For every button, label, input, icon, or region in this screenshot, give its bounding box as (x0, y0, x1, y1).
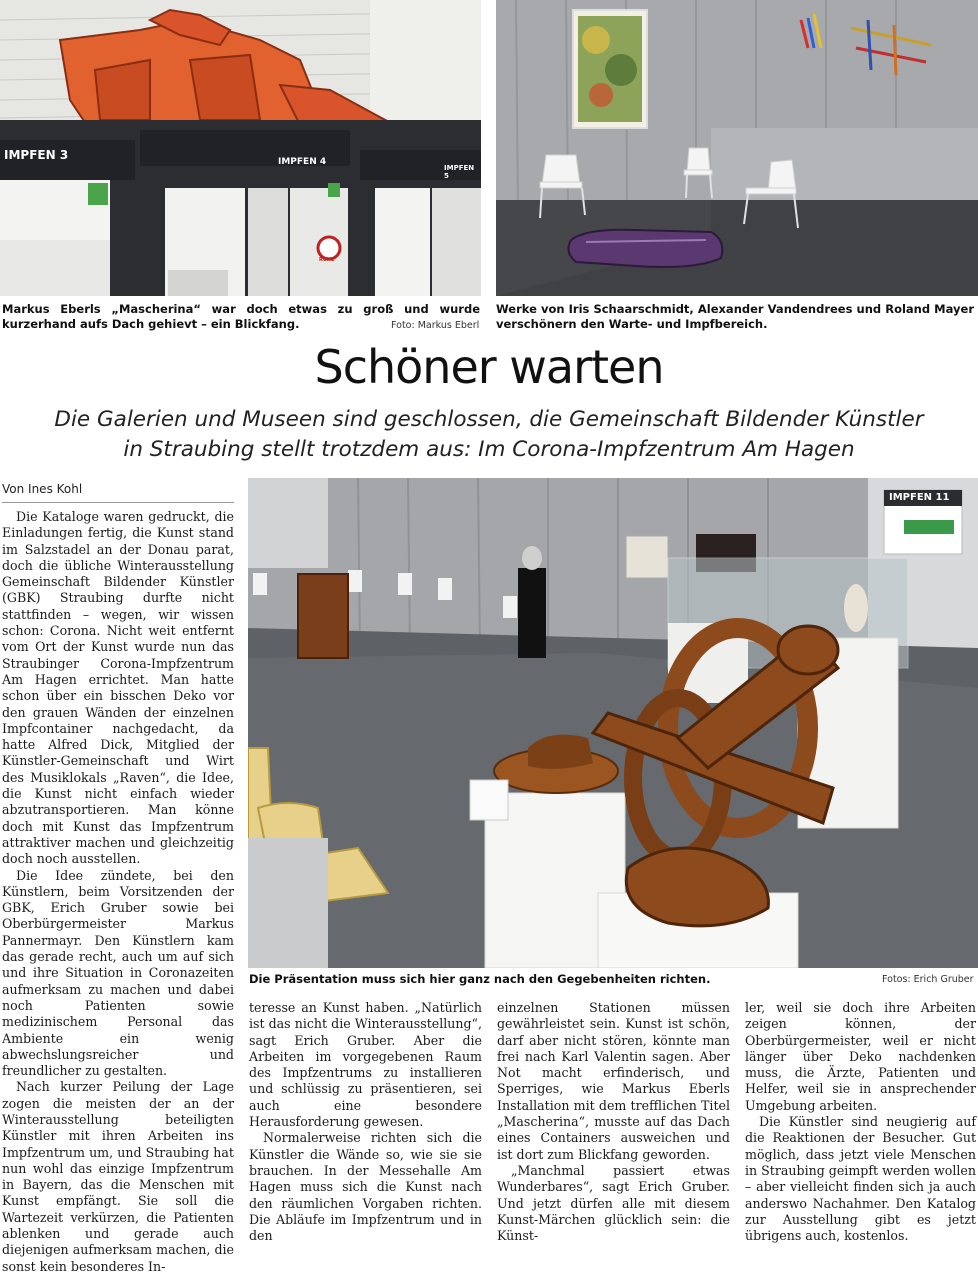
article-column-2 (249, 1000, 482, 1244)
subheadline-line-1: Die Galerien und Museen sind geschlossen, die Gemeinschaft Bildender Künstler (54, 407, 924, 432)
paragraph: Normalerweise richten sich die Künstler die Wände so, wie sie sie brauchen. In der Messehalle Am Hagen muss sich die Kunst nach den räumlichen Vorgaben richten. Die Abläufe im Impfzentrum und in den (249, 1130, 482, 1244)
article-column-3 (497, 1000, 730, 1244)
sign-impfen-11: IMPFEN 11 (889, 492, 950, 503)
paragraph: Nach kurzer Peilung der Lage zogen die meisten der an der Winterausstellung beteiligten Künstler mit ihren Arbeiten ins Impfzentrum um, und Straubing hat nun wohl das einzige Impfzentrum in Bayern, das die Menschen mit Kunst empfängt. Sie soll die Wartezeit verkürzen, die Patienten ablenken und gerade auch diejenigen aufmerksam machen, die sonst kein besonderes In- (2, 1079, 234, 1274)
photo-exhibition-hall (248, 478, 978, 968)
caption-mascherina: Markus Eberls „Mascherina“ war doch etwas zu groß und wurde kurzerhand aufs Dach gehievt – ein Blickfang. (2, 302, 480, 331)
sign-impfen-3: IMPFEN 3 (4, 148, 69, 162)
credit-erich-gruber: Fotos: Erich Gruber (882, 974, 974, 985)
byline: Von Ines Kohl (2, 482, 234, 503)
subheadline-line-2: in Straubing stellt trotzdem aus: Im Corona-Impfzentrum Am Hagen (123, 437, 855, 462)
paragraph: Die Künstler sind neugierig auf die Reaktionen der Besucher. Gut möglich, dass jetzt viele Menschen in Straubing geimpft werden wollen – aber vielleicht finden sich ja auch anderswo Nachahmer. Den Katalog zur Ausstellung gibt es jetzt übrigens auch, kostenlos. (745, 1114, 976, 1244)
caption-main-photo: Die Präsentation muss sich hier ganz nach den Gegebenheiten richten. (249, 972, 711, 986)
paragraph: teresse an Kunst haben. „Natürlich ist das nicht die Winterausstellung“, sagt Erich Gruber. Aber die Arbeiten im vorgegebenen Raum des Impfzentrums zu installieren und schlüssig zu präsentieren, sei auch eine besondere Herausforderung gewesen. (249, 1000, 482, 1130)
paragraph: „Manchmal passiert etwas Wunderbares“, sagt Erich Gruber. Und jetzt dürfen alle mit diesem Kunst-Märchen glücklich sein: die Künst- (497, 1162, 730, 1244)
paragraph: ler, weil sie doch ihre Arbeiten zeigen können, der Oberbürgermeister, weil er nicht länger über Deko nachdenken muss, die Ärzte, Patienten und Helfer, weil sie in ansprechender Umgebung arbeiten. (745, 1000, 976, 1113)
paragraph: Die Idee zündete, bei den Künstlern, beim Vorsitzenden der GBK, Erich Gruber sowie bei Oberbürgermeister Markus Pannermayr. Den Künstlern kam das gerade recht, auch um auf sich und ihre Situation in Coronazeiten aufmerksam zu machen und dabei noch Patienten sowie medizinischem Personal das Ambiente ein wenig abwechslungsreicher und freundlicher zu gestalten. (2, 867, 234, 1079)
paragraph: einzelnen Stationen müssen gewährleistet sein. Kunst ist schön, darf aber nicht stören, könnte man frei nach Karl Valentin sagen. Aber Not macht erfinderisch, und Sperriges, wie Markus Eberls Installation mit dem trefflichen Titel „Mascherina“, musste auf das Dach eines Containers ausweichen und ist dort zum Blickfang geworden. (497, 1000, 730, 1162)
photo-waiting-area (496, 0, 978, 296)
caption-waiting-area: Werke von Iris Schaarschmidt, Alexander Vandendrees und Roland Mayer verschönern den Warte- und Impfbereich. (496, 302, 974, 331)
paragraph: Die Kataloge waren gedruckt, die Einladungen fertig, die Kunst stand im Salzstadel an der Donau parat, doch die übliche Winterausstellung Gemeinschaft Bildender Künstler (GBK) Straubing durfte nicht stattfinden – wegen, wir wissen schon: Corona. Nicht weit entfernt vom Ort der Kunst wurde nun das Straubinger Corona-Impfzentrum Am Hagen errichtet. Man hatte schon über ein bisschen Deko vor den grauen Wänden der einzelnen Impfcontainer nachgedacht, da hatte Alfred Dick, Mitglied der Künstler-Gemeinschaft und Wirt des Musiklokals „Raven“, die Idee, die Kunst nicht einfach wieder abzutransportieren. Man könne doch mit Kunst das Impfzentrum attraktiver machen und gleichzeitig doch noch ausstellen. (2, 509, 234, 867)
headline: Schöner warten (314, 340, 664, 394)
sign-impfen-5: IMPFEN 5 (444, 164, 475, 180)
sign-impfen-4: IMPFEN 4 (278, 157, 327, 167)
subheadline (40, 405, 938, 465)
credit-markus-eberl: Foto: Markus Eberl (391, 320, 480, 331)
article-column-1 (2, 509, 234, 1275)
photo-mascherina (0, 0, 481, 296)
article-column-4 (745, 1000, 976, 1244)
sign-ruhe: RUHE (319, 257, 335, 263)
